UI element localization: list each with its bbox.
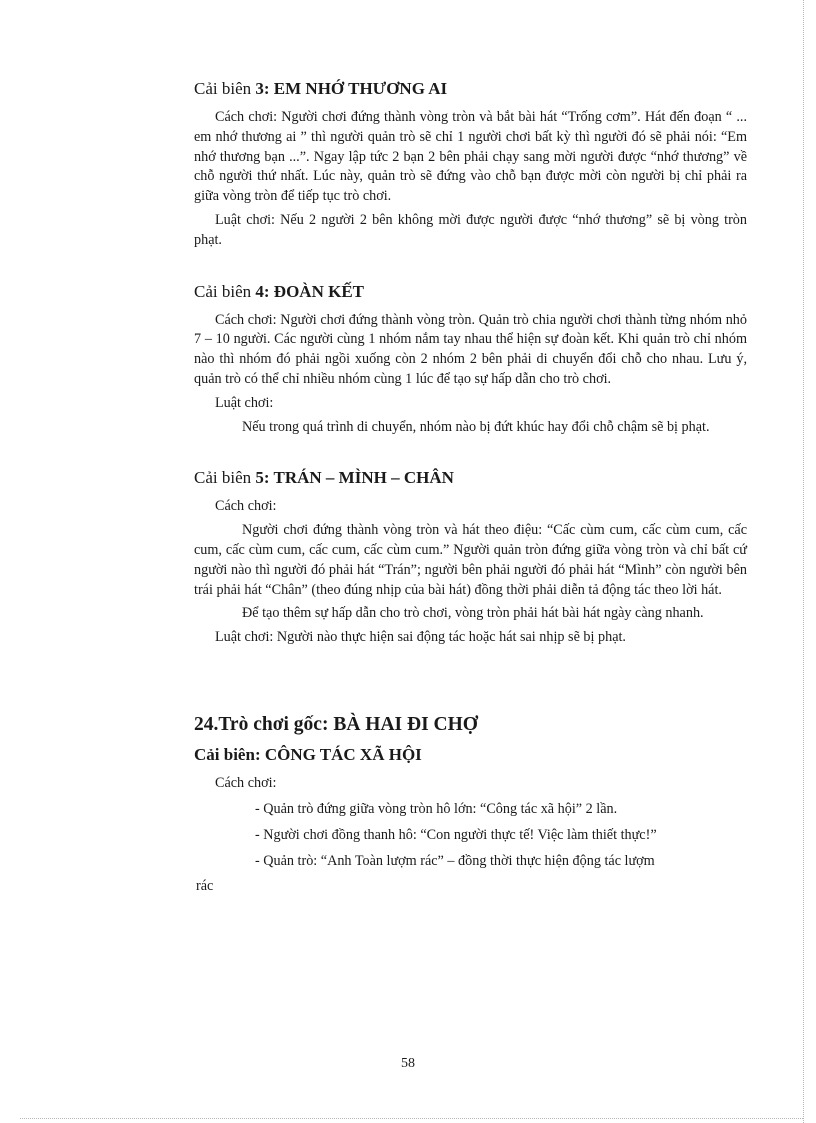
game-heading-24 xyxy=(194,712,747,738)
heading-title: 5: TRÁN – MÌNH – CHÂN xyxy=(255,468,454,488)
how-to-play-paragraph: Người chơi đứng thành vòng tròn và hát theo điệu: “Cấc cùm cum, cấc cùm cum, cấc cum, cấc cùm cum, cấc cum, cấc cùm cum.” Người quản tròn đứng giữa vòng tròn và chỉ bất cứ người nào thì người đó phải hát “Trán”; người bên phải người đó phải hát “Mình” còn người bên trái phải hát “Chân” (theo đúng nhịp của bài hát) đồng thời phải diễn tả động tác theo lời hát. xyxy=(194,522,747,598)
how-to-play-paragraph: Cách chơi: Người chơi đứng thành vòng tròn. Quản trò chia người chơi thành từng nhóm nhỏ 7 – 10 người. Các người cùng 1 nhóm nắm tay nhau thể hiện sự đoàn kết. Khi quản trò chỉ nhóm nào thì nhóm đó phải ngồi xuống còn 2 nhóm 2 bên phải di chuyển đổi chỗ cho nhau. Lưu ý, quản trò có thể chỉ nhiều nhóm cùng 1 lúc để tạo sự hấp dẫn cho trò chơi. xyxy=(194,311,747,387)
step-item: - Quản trò đứng giữa vòng tròn hô lớn: “Công tác xã hội” 2 lần. xyxy=(255,800,618,817)
heading-title: : CÔNG TÁC XÃ HỘI xyxy=(254,744,422,764)
page-content xyxy=(194,78,747,896)
how-to-play-label: Cách chơi: xyxy=(215,774,277,791)
heading-prefix: Cải biên xyxy=(194,744,255,764)
step-item: - Quản trò: “Anh Toàn lượm rác” – đồng thời thực hiện động tác lượm xyxy=(255,852,655,869)
rule-paragraph: Nếu trong quá trình di chuyển, nhóm nào bị đứt khúc hay đổi chỗ chậm sẽ bị phạt. xyxy=(242,418,710,435)
step-item: - Người chơi đồng thanh hô: “Con người thực tế! Việc làm thiết thực!” xyxy=(255,826,657,843)
page-edge-divider xyxy=(803,0,804,1123)
heading-prefix: Cải biên xyxy=(194,468,256,488)
page-number: 58 xyxy=(401,1056,415,1071)
section-heading-5 xyxy=(194,467,747,489)
rule-paragraph: Luật chơi: Người nào thực hiện sai động tác hoặc hát sai nhịp sẽ bị phạt. xyxy=(215,629,626,646)
step-continuation: rác xyxy=(196,877,214,894)
heading-title: 4: ĐOÀN KẾT xyxy=(255,281,365,301)
heading-prefix: Cải biên xyxy=(194,281,256,301)
how-to-play-label: Cách chơi: xyxy=(215,498,277,515)
heading-title: 3: EM NHỚ THƯƠNG AI xyxy=(255,79,448,98)
rule-paragraph: Luật chơi: Nếu 2 người 2 bên không mời được người được “nhớ thương” sẽ bị vòng tròn phạt. xyxy=(194,211,747,248)
game-title: 24.Trò chơi gốc: BÀ HAI ĐI CHỢ xyxy=(194,713,478,735)
rule-label: Luật chơi: xyxy=(215,394,274,411)
section-heading-4 xyxy=(194,281,747,303)
page-bottom-divider xyxy=(20,1118,803,1119)
section-heading-3 xyxy=(194,78,747,100)
how-to-play-paragraph: Cách chơi: Người chơi đứng thành vòng tròn và bắt bài hát “Trống cơm”. Hát đến đoạn “ ... em nhớ thương ai ” thì người quản trò sẽ chỉ 1 người chơi bất kỳ thì người đó sẽ phải nói: “Em nhớ thương bạn ...”. Ngay lập tức 2 bạn 2 bên phải chạy sang mời người được “nhớ thương” về chỗ người thứ nhất. Lúc này, quản trò sẽ đứng vào chỗ bạn được mời còn người bị chỉ phải ra giữa vòng tròn để tiếp tục trò chơi. xyxy=(194,109,747,205)
heading-prefix: Cải biên xyxy=(194,79,256,98)
variant-heading xyxy=(194,744,747,766)
how-to-play-paragraph-2: Để tạo thêm sự hấp dẫn cho trò chơi, vòng tròn phải hát bài hát ngày càng nhanh. xyxy=(242,605,704,622)
